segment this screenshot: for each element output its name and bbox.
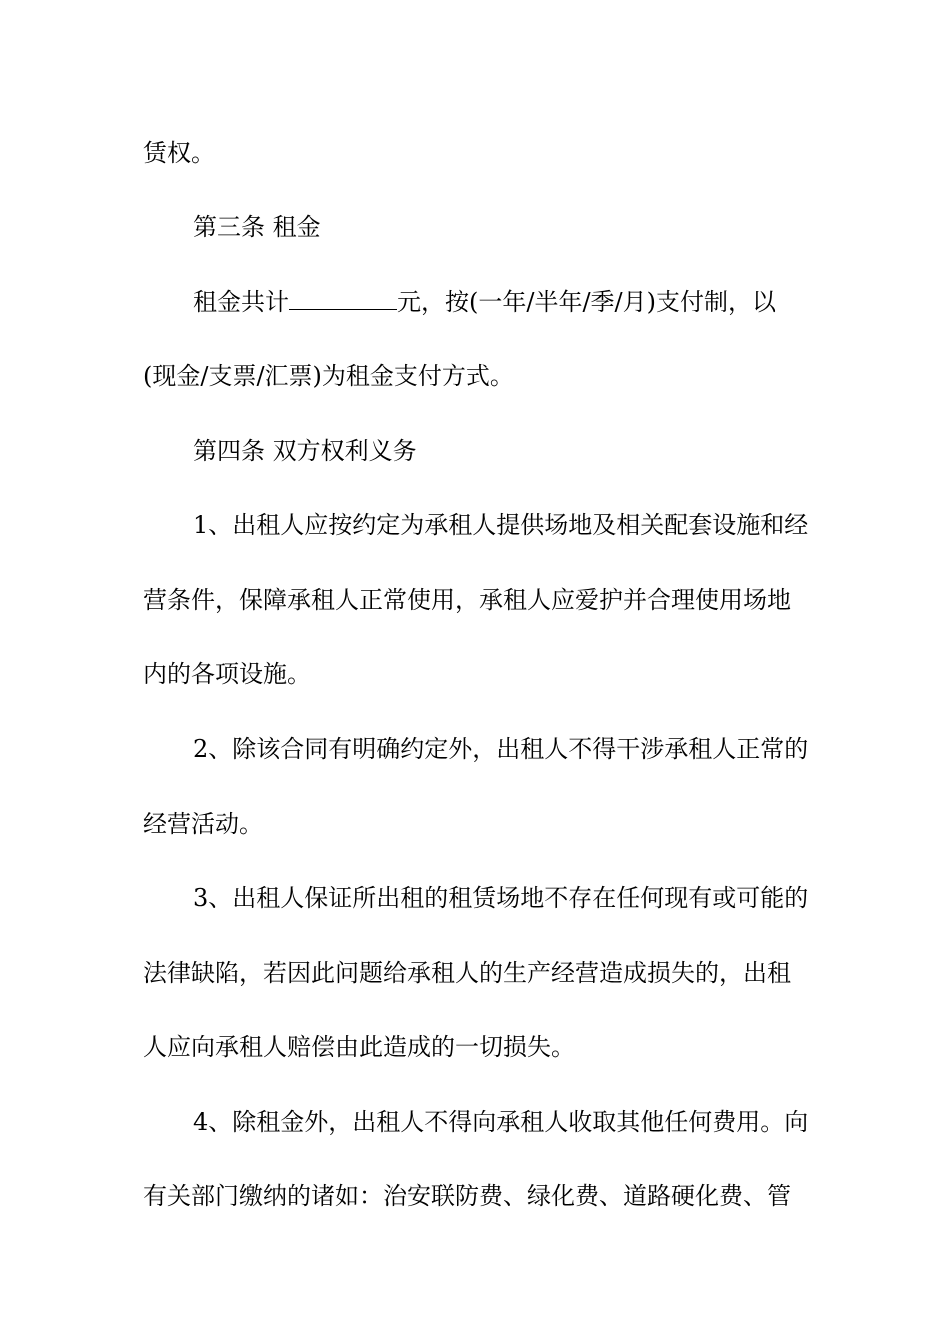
- clause-3-line-1: 3、出租人保证所出租的租赁场地不存在任何现有或可能的: [193, 884, 809, 912]
- clause-3-line-3: 人应向承租人赔偿由此造成的一切损失。: [143, 1033, 575, 1061]
- clause-2-line-1: 2、除该合同有明确约定外，出租人不得干涉承租人正常的: [193, 735, 809, 763]
- text-line-1: 赁权。: [143, 139, 215, 167]
- rent-prefix: 租金共计: [193, 288, 289, 316]
- clause-1-line-3: 内的各项设施。: [143, 660, 311, 688]
- clause-4-line-2: 有关部门缴纳的诸如：治安联防费、绿化费、道路硬化费、管: [143, 1182, 791, 1210]
- clause-2-line-2: 经营活动。: [143, 810, 263, 838]
- article-3-heading: 第三条 租金: [193, 213, 321, 241]
- rent-amount-blank: [289, 287, 397, 310]
- clause-1-line-2: 营条件，保障承租人正常使用，承租人应爱护并合理使用场地: [143, 586, 791, 614]
- article-4-heading: 第四条 双方权利义务: [193, 437, 417, 465]
- rent-line: [193, 287, 863, 317]
- clause-3-line-2: 法律缺陷，若因此问题给承租人的生产经营造成损失的，出租: [143, 959, 791, 987]
- clause-4-line-1: 4、除租金外，出租人不得向承租人收取其他任何费用。向: [193, 1108, 809, 1136]
- clause-1-line-1: 1、出租人应按约定为承租人提供场地及相关配套设施和经: [193, 511, 809, 539]
- text-line-4: (现金/支票/汇票)为租金支付方式。: [143, 362, 514, 390]
- rent-terms: 元，按(一年/半年/季/月)支付制，以: [397, 288, 776, 316]
